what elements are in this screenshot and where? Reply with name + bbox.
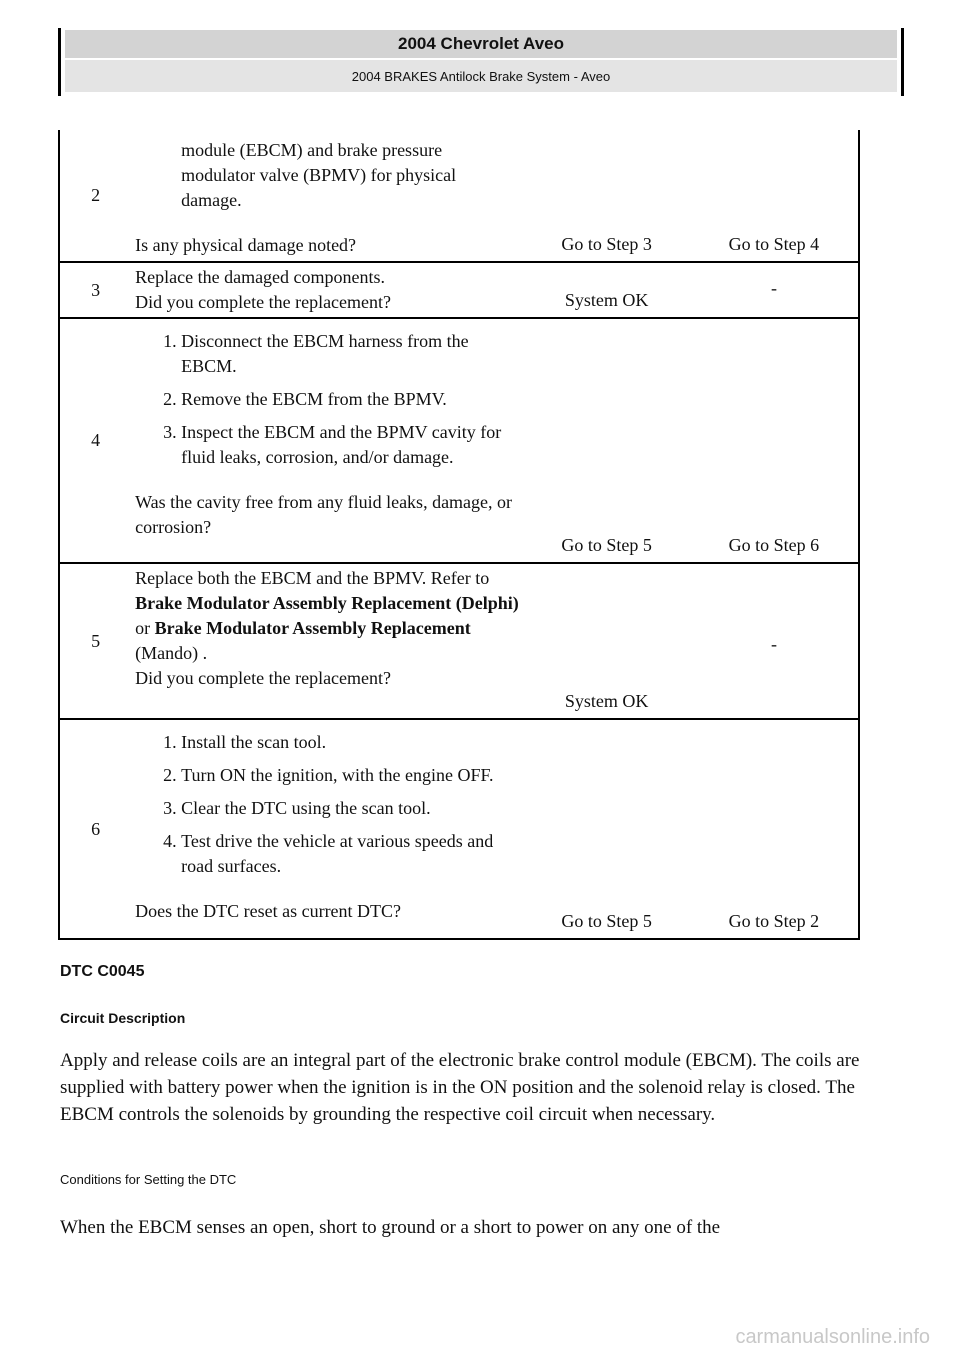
list-item: 3. Inspect the EBCM and the BPMV cavity for fluid leaks, corrosion, and/or damage. (181, 420, 523, 470)
question-text: Does the DTC reset as current DTC? (135, 901, 402, 921)
step-number: 4 (59, 318, 131, 563)
action-cell (131, 719, 523, 939)
yes-cell: Go to Step 5 (523, 719, 689, 939)
conditions-text: When the EBCM senses an open, short to ground or a short to power on any one of the (60, 1217, 721, 1238)
no-cell: Go to Step 4 (690, 130, 859, 262)
list-item: 1. Disconnect the EBCM harness from the EBCM. (181, 329, 523, 379)
no-cell: Go to Step 6 (690, 318, 859, 563)
list-item: 2. Turn ON the ignition, with the engine OFF. (181, 763, 523, 788)
question-text: Did you complete the replacement? (135, 292, 392, 312)
question-text: Did you complete the replacement? (135, 668, 392, 688)
list-item: 1. Install the scan tool. (181, 730, 523, 755)
header-subtitle: 2004 BRAKES Antilock Brake System - Aveo (65, 60, 897, 92)
procedure-list (135, 730, 523, 879)
action-cell (131, 318, 523, 563)
step-number: 2 (59, 130, 131, 262)
list-item: 3. Clear the DTC using the scan tool. (181, 796, 523, 821)
action-continuation: module (EBCM) and brake pressure modulator valve (BPMV) for physical damage. (181, 140, 457, 210)
action-text: Replace the damaged components. (135, 267, 386, 287)
circuit-description-text: Apply and release coils are an integral part of the electronic brake control module (EBCM). The coils are supplied with battery power when the ignition is in the ON position and the solenoid relay is closed. The EBCM controls the solenoids by grounding the respective coil circuit when necessary. (60, 1050, 860, 1125)
table-row (59, 262, 859, 318)
reference-link[interactable]: Brake Modulator Assembly Replacement (154, 618, 471, 638)
circuit-description-heading: Circuit Description (60, 1010, 186, 1026)
no-cell: - (690, 563, 859, 719)
yes-cell: System OK (523, 563, 689, 719)
watermark: carmanualsonline.info (735, 1326, 930, 1348)
procedure-list (135, 329, 523, 470)
table-row (59, 318, 859, 563)
header-title: 2004 Chevrolet Aveo (65, 30, 897, 58)
action-cell (131, 262, 523, 318)
action-text: Replace both the EBCM and the BPMV. Refer to (135, 568, 490, 588)
no-cell: Go to Step 2 (690, 719, 859, 939)
step-number: 5 (59, 563, 131, 719)
list-item: 4. Test drive the vehicle at various speeds and road surfaces. (181, 829, 523, 879)
diagnostic-table (58, 130, 860, 940)
step-number: 3 (59, 262, 131, 318)
question-text: Is any physical damage noted? (135, 235, 357, 255)
action-cell: Replace both the EBCM and the BPMV. Refer to Brake Modulator Assembly Replacement (Delphi) or Brake Modulator Assembly Replacement (Mando) . Did you complete the replacement? (131, 563, 523, 719)
table-row (59, 719, 859, 939)
yes-cell: System OK (523, 262, 689, 318)
action-cell (131, 130, 523, 262)
table-row (59, 563, 859, 719)
question-text: Was the cavity free from any fluid leaks, damage, or corrosion? (135, 492, 513, 537)
conditions-heading: Conditions for Setting the DTC (60, 1172, 237, 1187)
list-item: 2. Remove the EBCM from the BPMV. (181, 387, 523, 412)
yes-cell: Go to Step 3 (561, 234, 652, 254)
no-cell: - (690, 262, 859, 318)
table-row (59, 130, 859, 262)
page-header (58, 28, 904, 96)
dtc-heading: DTC C0045 (60, 963, 145, 980)
step-number: 6 (59, 719, 131, 939)
reference-link[interactable]: Brake Modulator Assembly Replacement (Delphi) (135, 593, 519, 613)
yes-cell: Go to Step 5 (523, 318, 689, 563)
